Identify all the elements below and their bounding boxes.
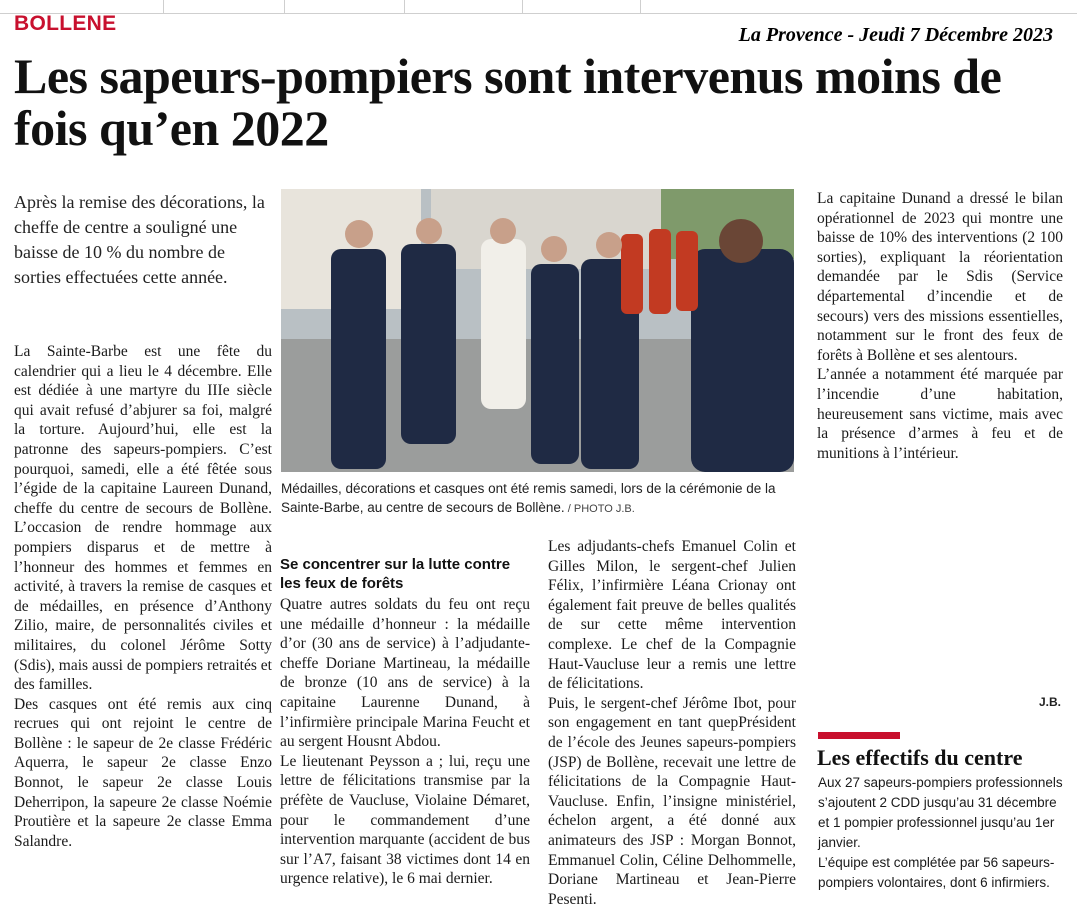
photo-caption [281, 479, 796, 519]
article-column-1 [14, 342, 272, 851]
rule-tick [163, 0, 164, 14]
author-initials: J.B. [1038, 695, 1061, 709]
publication-masthead: La Provence - Jeudi 7 Décembre 2023 [738, 24, 1053, 46]
body-paragraph: L’année a notamment été marquée par l’incendie d’une habitation, heureusement sans victime, mais avec la présence d’armes à feu et de munitions à l’intérieur. [817, 366, 1063, 462]
body-paragraph: La Sainte-Barbe est une fête du calendrier qui a lieu le 4 décembre. Elle est dédiée à une martyre du IIIe siècle qui avait refusé d’abjurer sa foi, malgré la torture. Aujourd’hui, elle est la patronne des sapeurs-pompiers. C’est pourquoi, samedi, elle a été fêtée sous l’égide de la capitaine Laureen Dunand, cheffe du centre de secours de Bollène. L’occasion de rendre hommage aux pompiers disparus et de mettre à l’honneur des hommes et femmes en activité, à travers la remise de casques et de médailles, en présence d’Anthony Zilio, maire, de personnalités civiles et militaires, du colonel Jérôme Sotty (Sdis), mais aussi de pompiers retraités et des familles. [14, 343, 272, 694]
box-body [818, 773, 1068, 893]
body-paragraph: Puis, le sergent-chef Jérôme Ibot, pour son engagement en tant quepPrésident de l’école des Jeunes sapeurs-pompiers (JSP) de Bollène, recevait une lettre de félicitations de la Compagnie Haut-Vaucluse. Enfin, l’insigne ministériel, échelon argent, a été donné aux animateurs des JSP : Morgan Bonnot, Emmanuel Colin, Céline Delhommelle, Doriane Martineau et Jean-Pierre Pesenti. [548, 694, 796, 908]
rule-tick [640, 0, 641, 14]
caption-text: Médailles, décorations et casques ont été remis samedi, lors de la cérémonie de la Sainte-Barbe, au centre de secours de Bollène. [281, 481, 776, 515]
rule-tick [284, 0, 285, 14]
photo-credit: / PHOTO J.B. [564, 503, 635, 515]
body-paragraph: Le lieutenant Peysson a ; lui, reçu une lettre de félicitations transmise par la préfète de Vaucluse, Violaine Démaret, pour le commandement d’une intervention marquante (accident de bus sur l’A7, faisant 38 victimes dont 14 en urgence relative), le 6 mai dernier. [280, 752, 530, 888]
rule-tick [404, 0, 405, 14]
ceremony-photo-illustration [281, 189, 794, 472]
body-paragraph: Des casques ont été remis aux cinq recrues qui ont rejoint le centre de Bollène : le sapeur de 2e classe Frédéric Aquerra, le sapeur 2e classe Enzo Bonnot, le sapeur 2e classe Louis Deherripon, la sapeure 2e classe Noémie Proutière et la sapeure 2e classe Emma Salandre. [14, 695, 272, 850]
box-paragraph: Aux 27 sapeurs-pompiers professionnels s’ajoutent 2 CDD jusqu’au 31 décembre et 1 pompier professionnel jusqu’au 1er janvier. [818, 775, 1063, 850]
top-rule [0, 0, 1077, 14]
box-accent-bar [818, 732, 900, 739]
rule-tick [522, 0, 523, 14]
box-title: Les effectifs du centre [817, 745, 1023, 770]
body-paragraph: Les adjudants-chefs Emanuel Colin et Gilles Milon, le sergent-chef Julien Félix, l’infirmière Léana Crionay ont également fait preuve de belles qualités de sur cette même intervention complexe. Le chef de la Compagnie Haut-Vaucluse leur a remis une lettre de félicitations. [548, 538, 796, 693]
section-rubric: BOLLENE [14, 12, 117, 35]
article-column-4 [817, 189, 1063, 463]
article-photo [281, 189, 794, 472]
article-subhead: Se concentrer sur la lutte contre les feux de forêts [280, 556, 511, 592]
article-lead: Après la remise des décorations, la cheffe de centre a souligné une baisse de 10 % du nombre de sorties effectuées cette année. [14, 192, 265, 287]
article-headline: Les sapeurs-pompiers sont intervenus moins de fois qu’en 2022 [14, 48, 1002, 156]
article-column-3 [548, 537, 796, 909]
body-paragraph: Quatre autres soldats du feu ont reçu une médaille d’honneur : la médaille d’or (30 ans de service) à l’adjudante-cheffe Doriane Martineau, la médaille de bronze (10 ans de service) à la capitaine Laurenne Dunand, à l’infirmière principale Marina Feucht et au sergent Housnt Abdou. [280, 596, 530, 751]
box-paragraph: L’équipe est complétée par 56 sapeurs-pompiers volontaires, dont 6 infirmiers. [818, 855, 1055, 890]
article-column-2 [280, 537, 530, 889]
body-paragraph: La capitaine Dunand a dressé le bilan opérationnel de 2023 qui montre une baisse de 10% des interventions (2 100 sorties), expliquant la réorientation demandée par le Sdis (Service départemental d’incendie et de secours) vers des missions essentielles, notamment sur le front des feux de forêts à Bollène et ses alentours. [817, 190, 1063, 364]
